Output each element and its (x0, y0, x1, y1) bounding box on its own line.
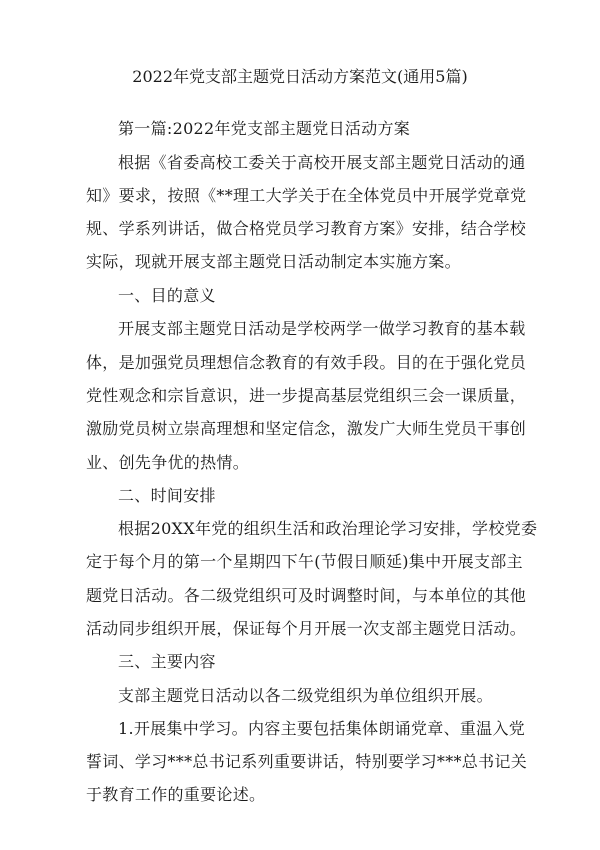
section-heading: 三、主要内容 (118, 652, 216, 671)
paragraph-line: 党性观念和宗旨意识，进一步提高基层党组织三会一课质量， (86, 386, 527, 405)
paragraph-line: 活动同步组织开展，保证每个月开展一次支部主题党日活动。 (86, 619, 527, 638)
paragraph-line: 根据20XX年党的组织生活和政治理论学习安排，学校党委 (118, 519, 538, 538)
paragraph-line: 体，是加强党员理想信念教育的有效手段。目的在于强化党员 (86, 353, 527, 372)
paragraph-line: 根据《省委高校工委关于高校开展支部主题党日活动的通 (118, 153, 526, 172)
paragraph-line: 1.开展集中学习。内容主要包括集体朗诵党章、重温入党 (118, 719, 526, 738)
paragraph-line: 规、学系列讲话，做合格党员学习教育方案》安排，结合学校 (86, 219, 527, 238)
paragraph-line: 定于每个月的第一个星期四下午(节假日顺延)集中开展支部主 (86, 552, 523, 571)
paragraph-line: 业、创先争优的热情。 (86, 453, 250, 472)
paragraph-line: 誓词、学习***总书记系列重要讲话，特别要学习***总书记关 (86, 752, 528, 771)
paragraph-line: 知》要求，按照《**理工大学关于在全体党员中开展学党章党 (86, 186, 527, 205)
paragraph-line: 开展支部主题党日活动是学校两学一做学习教育的基本载 (118, 319, 526, 338)
paragraph-line: 激励党员树立崇高理想和坚定信念，激发广大师生党员干事创 (86, 419, 527, 438)
paragraph-line: 实际，现就开展支部主题党日活动制定本实施方案。 (86, 252, 461, 271)
paragraph-line: 题党日活动。各二级党组织可及时调整时间，与本单位的其他 (86, 586, 527, 605)
section-heading: 一、目的意义 (118, 286, 216, 305)
section-heading: 二、时间安排 (118, 486, 216, 505)
document-title: 2022年党支部主题党日活动方案范文(通用5篇) (132, 67, 468, 86)
paragraph-line: 于教育工作的重要论述。 (86, 785, 266, 804)
section-heading: 第一篇:2022年党支部主题党日活动方案 (118, 119, 411, 138)
paragraph-line: 支部主题党日活动以各二级党组织为单位组织开展。 (118, 686, 493, 705)
